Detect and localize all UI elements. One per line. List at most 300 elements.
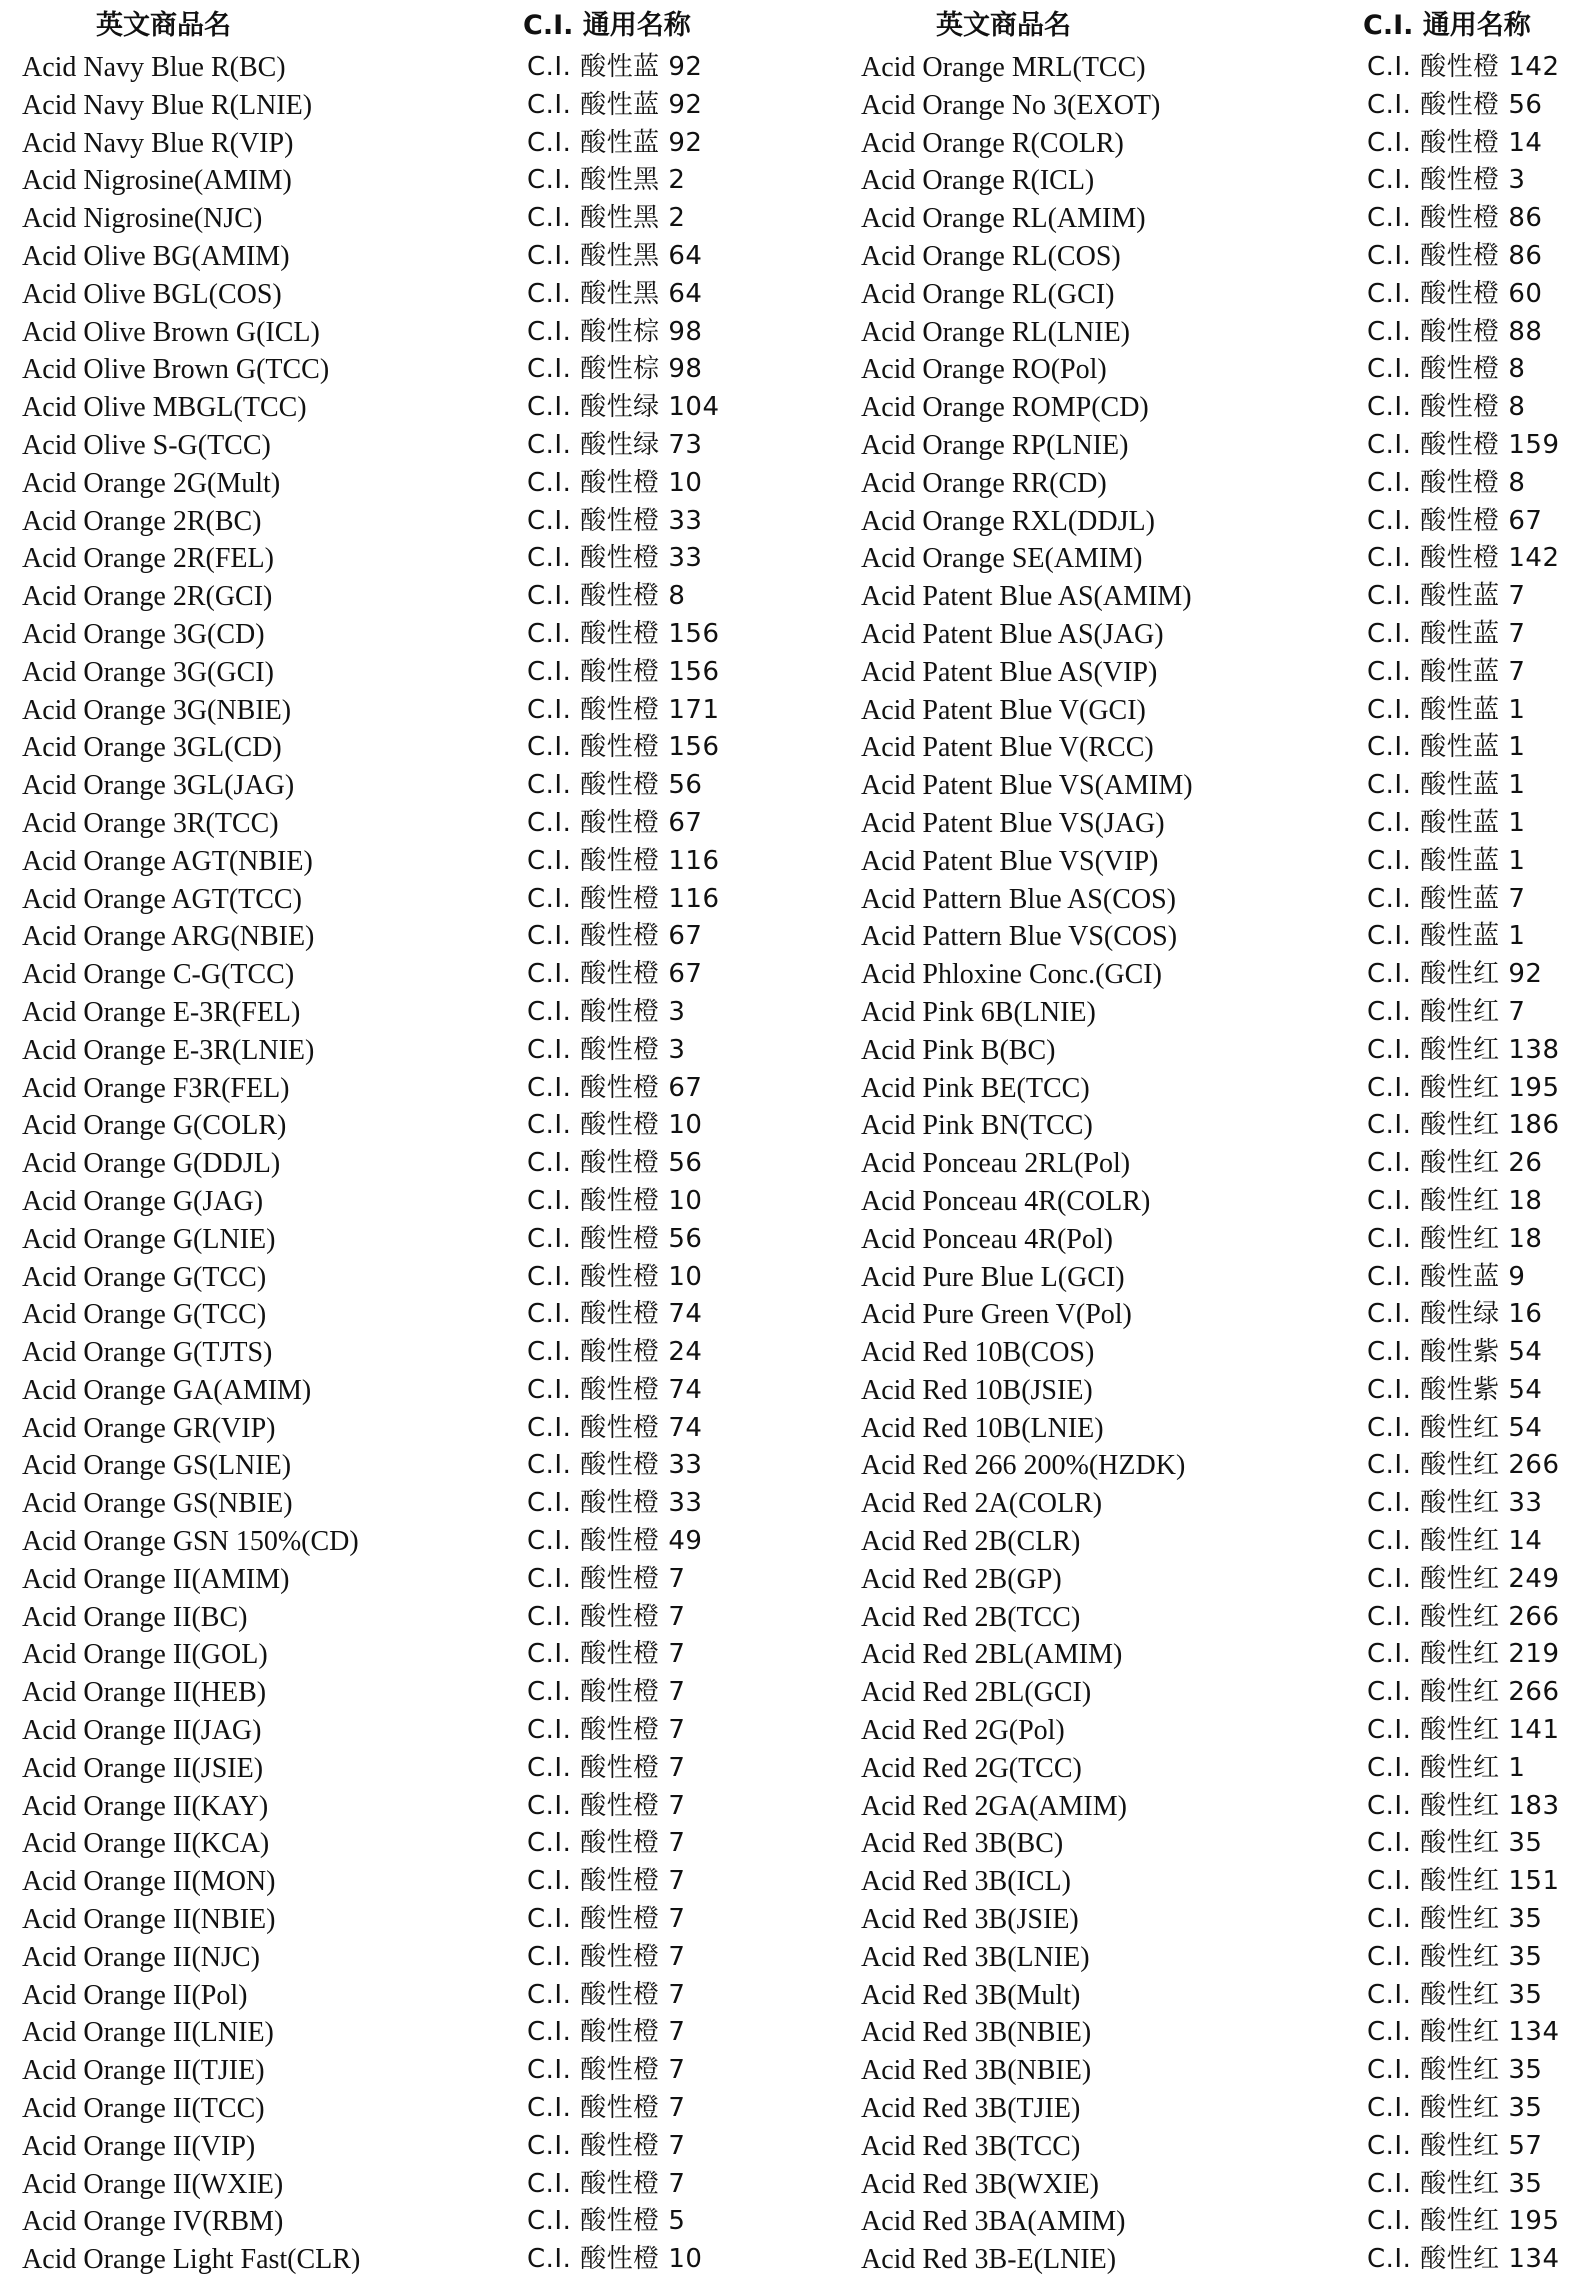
trade-name-cell: Acid Orange RO(Pol) (861, 354, 1107, 386)
ci-name-cell: C.I. 酸性红 35 (1367, 2055, 1543, 2086)
trade-name-cell: Acid Red 3B(NBIE) (861, 2017, 1092, 2049)
trade-name-cell: Acid Patent Blue AS(JAG) (861, 618, 1164, 650)
ci-name-cell: C.I. 酸性橙 67 (527, 807, 703, 838)
ci-name-cell: C.I. 酸性红 7 (1367, 996, 1526, 1027)
right-table-row (861, 1259, 1581, 1297)
left-table-row (22, 125, 782, 163)
trade-name-cell: Acid Olive S-G(TCC) (22, 429, 271, 461)
right-table-row (861, 1183, 1581, 1221)
right-table-row (861, 1145, 1581, 1183)
right-table-row (861, 918, 1581, 956)
ci-name-cell: C.I. 酸性蓝 1 (1367, 770, 1526, 801)
ci-name-cell: C.I. 酸性橙 7 (527, 2017, 686, 2048)
right-table-row (861, 2052, 1581, 2090)
ci-name-cell: C.I. 酸性红 266 (1367, 1601, 1560, 1632)
right-table-row (861, 1107, 1581, 1145)
right-table-row (861, 729, 1581, 767)
left-table-row (22, 200, 782, 238)
trade-name-cell: Acid Red 2BL(AMIM) (861, 1639, 1123, 1671)
left-table-row (22, 918, 782, 956)
ci-name-cell: C.I. 酸性橙 49 (527, 1526, 703, 1557)
right-table-row (861, 276, 1581, 314)
trade-name-cell: Acid Orange RP(LNIE) (861, 429, 1129, 461)
ci-name-cell: C.I. 酸性黑 2 (527, 203, 686, 234)
ci-name-cell: C.I. 酸性棕 98 (527, 316, 703, 347)
ci-name-cell: C.I. 酸性红 35 (1367, 2093, 1543, 2124)
trade-name-cell: Acid Orange II(VIP) (22, 2130, 256, 2162)
ci-name-cell: C.I. 酸性橙 33 (527, 1450, 703, 1481)
left-table-row (22, 87, 782, 125)
trade-name-cell: Acid Orange No 3(EXOT) (861, 89, 1161, 121)
left-table-row (22, 1636, 782, 1674)
ci-name-cell: C.I. 酸性橙 7 (527, 2093, 686, 2124)
ci-name-cell: C.I. 酸性红 26 (1367, 1148, 1543, 1179)
right-table-row (861, 1523, 1581, 1561)
trade-name-cell: Acid Orange E-3R(LNIE) (22, 1034, 315, 1066)
trade-name-cell: Acid Orange II(JSIE) (22, 1752, 264, 1784)
left-table-row (22, 1825, 782, 1863)
trade-name-cell: Acid Red 3B(Mult) (861, 1979, 1081, 2011)
trade-name-cell: Acid Orange RXL(DDJL) (861, 505, 1155, 537)
trade-name-cell: Acid Navy Blue R(LNIE) (22, 89, 313, 121)
trade-name-cell: Acid Olive Brown G(TCC) (22, 354, 330, 386)
right-table-row (861, 1070, 1581, 1108)
trade-name-cell: Acid Orange 2G(Mult) (22, 467, 281, 499)
ci-name-cell: C.I. 酸性橙 116 (527, 883, 720, 914)
trade-name-cell: Acid Orange GSN 150%(CD) (22, 1526, 359, 1558)
trade-name-cell: Acid Pure Green V(Pol) (861, 1299, 1132, 1331)
left-table-row (22, 2128, 782, 2166)
trade-name-cell: Acid Olive MBGL(TCC) (22, 392, 307, 424)
trade-name-cell: Acid Patent Blue VS(VIP) (861, 845, 1159, 877)
ci-name-cell: C.I. 酸性橙 7 (527, 1677, 686, 1708)
ci-name-cell: C.I. 酸性橙 10 (527, 1261, 703, 1292)
ci-name-cell: C.I. 酸性蓝 7 (1367, 656, 1526, 687)
ci-name-cell: C.I. 酸性橙 56 (1367, 89, 1543, 120)
trade-name-cell: Acid Orange ROMP(CD) (861, 392, 1149, 424)
right-table-row (861, 578, 1581, 616)
left-table-row (22, 692, 782, 730)
left-table-row (22, 994, 782, 1032)
ci-name-cell: C.I. 酸性橙 14 (1367, 127, 1543, 158)
trade-name-cell: Acid Orange G(JAG) (22, 1185, 264, 1217)
trade-name-cell: Acid Olive Brown G(ICL) (22, 316, 320, 348)
trade-name-cell: Acid Orange GS(NBIE) (22, 1488, 293, 1520)
left-table-row (22, 1145, 782, 1183)
right-table-row (861, 692, 1581, 730)
ci-name-cell: C.I. 酸性橙 7 (527, 1601, 686, 1632)
ci-name-cell: C.I. 酸性橙 7 (527, 1563, 686, 1594)
ci-name-cell: C.I. 酸性橙 7 (527, 1639, 686, 1670)
trade-name-cell: Acid Pink B(BC) (861, 1034, 1056, 1066)
ci-name-cell: C.I. 酸性红 186 (1367, 1110, 1560, 1141)
ci-name-cell: C.I. 酸性橙 33 (527, 505, 703, 536)
trade-name-cell: Acid Navy Blue R(BC) (22, 52, 286, 83)
right-table-row (861, 1636, 1581, 1674)
left-table-row (22, 1070, 782, 1108)
trade-name-cell: Acid Red 2GA(AMIM) (861, 1790, 1127, 1822)
left-table-row (22, 465, 782, 503)
ci-name-cell: C.I. 酸性橙 86 (1367, 240, 1543, 271)
trade-name-cell: Acid Orange RL(COS) (861, 240, 1121, 272)
trade-name-cell: Acid Pink 6B(LNIE) (861, 996, 1096, 1028)
ci-name-cell: C.I. 酸性绿 104 (527, 392, 720, 423)
ci-name-cell: C.I. 酸性橙 10 (527, 1185, 703, 1216)
left-table-row (22, 503, 782, 541)
ci-name-cell: C.I. 酸性蓝 92 (527, 127, 703, 158)
trade-name-cell: Acid Orange 3R(TCC) (22, 807, 279, 839)
trade-name-cell: Acid Orange II(KCA) (22, 1828, 270, 1860)
right-table-row (861, 2128, 1581, 2166)
trade-name-cell: Acid Orange MRL(TCC) (861, 52, 1146, 83)
right-table-row (861, 1447, 1581, 1485)
trade-name-cell: Acid Orange 3GL(JAG) (22, 770, 295, 802)
trade-name-cell: Acid Red 266 200%(HZDK) (861, 1450, 1186, 1482)
right-table-row (861, 1221, 1581, 1259)
left-table-row (22, 1750, 782, 1788)
ci-name-cell: C.I. 酸性橙 156 (527, 656, 720, 687)
ci-name-cell: C.I. 酸性橙 67 (527, 921, 703, 952)
ci-name-cell: C.I. 酸性橙 7 (527, 2168, 686, 2199)
trade-name-cell: Acid Red 3B(ICL) (861, 1866, 1071, 1898)
trade-name-cell: Acid Nigrosine(NJC) (22, 203, 263, 235)
left-table-row (22, 1410, 782, 1448)
right-table-row (861, 389, 1581, 427)
ci-name-cell: C.I. 酸性蓝 1 (1367, 845, 1526, 876)
ci-name-cell: C.I. 酸性蓝 9 (1367, 1261, 1526, 1292)
left-table-row (22, 49, 782, 87)
ci-name-cell: C.I. 酸性橙 7 (527, 2055, 686, 2086)
ci-name-cell: C.I. 酸性红 183 (1367, 1790, 1560, 1821)
right-table-row (861, 1825, 1581, 1863)
left-name-header: 英文商品名 (96, 10, 231, 41)
trade-name-cell: Acid Red 3B(JSIE) (861, 1904, 1079, 1936)
ci-name-cell: C.I. 酸性红 138 (1367, 1034, 1560, 1065)
right-table-row (861, 1712, 1581, 1750)
trade-name-cell: Acid Orange II(WXIE) (22, 2168, 284, 2200)
left-table-row (22, 238, 782, 276)
trade-name-cell: Acid Orange 3G(NBIE) (22, 694, 292, 726)
ci-name-cell: C.I. 酸性红 1 (1367, 1752, 1526, 1783)
ci-name-cell: C.I. 酸性橙 3 (527, 996, 686, 1027)
right-table-row (861, 465, 1581, 503)
left-ci-header: C.I. 通用名称 (523, 10, 691, 41)
trade-name-cell: Acid Red 2BL(GCI) (861, 1677, 1092, 1709)
left-table-row (22, 1599, 782, 1637)
ci-name-cell: C.I. 酸性蓝 7 (1367, 618, 1526, 649)
right-table-row (861, 767, 1581, 805)
trade-name-cell: Acid Ponceau 2RL(Pol) (861, 1148, 1131, 1180)
trade-name-cell: Acid Orange 3G(GCI) (22, 656, 274, 688)
trade-name-cell: Acid Red 3B-E(LNIE) (861, 2244, 1117, 2276)
trade-name-cell: Acid Red 3B(NBIE) (861, 2055, 1092, 2087)
right-column-table (861, 49, 1581, 2279)
ci-name-cell: C.I. 酸性橙 10 (527, 467, 703, 498)
trade-name-cell: Acid Orange II(NBIE) (22, 1904, 276, 1936)
trade-name-cell: Acid Red 3BA(AMIM) (861, 2206, 1126, 2238)
ci-name-cell: C.I. 酸性橙 33 (527, 1488, 703, 1519)
trade-name-cell: Acid Orange RL(LNIE) (861, 316, 1131, 348)
trade-name-cell: Acid Red 3B(TJIE) (861, 2093, 1081, 2125)
ci-name-cell: C.I. 酸性棕 98 (527, 354, 703, 385)
right-table-row (861, 2014, 1581, 2052)
right-table-row (861, 2241, 1581, 2279)
trade-name-cell: Acid Orange II(NJC) (22, 1941, 260, 1973)
right-table-row (861, 654, 1581, 692)
ci-name-cell: C.I. 酸性橙 56 (527, 770, 703, 801)
left-table-row (22, 2241, 782, 2279)
right-table-row (861, 994, 1581, 1032)
trade-name-cell: Acid Orange GR(VIP) (22, 1412, 276, 1444)
right-table-row (861, 2203, 1581, 2241)
trade-name-cell: Acid Orange II(GOL) (22, 1639, 268, 1671)
ci-name-cell: C.I. 酸性蓝 92 (527, 89, 703, 120)
trade-name-cell: Acid Orange AGT(NBIE) (22, 845, 313, 877)
left-table-row (22, 2090, 782, 2128)
ci-name-cell: C.I. 酸性橙 8 (527, 581, 686, 612)
left-table-row (22, 578, 782, 616)
trade-name-cell: Acid Orange G(COLR) (22, 1110, 287, 1142)
trade-name-cell: Acid Pattern Blue VS(COS) (861, 921, 1178, 953)
right-table-row (861, 125, 1581, 163)
trade-name-cell: Acid Orange SE(AMIM) (861, 543, 1143, 575)
right-table-row (861, 1410, 1581, 1448)
left-table-row (22, 1447, 782, 1485)
right-table-row (861, 162, 1581, 200)
left-table-row (22, 1259, 782, 1297)
left-table-row (22, 1788, 782, 1826)
left-table-row (22, 1523, 782, 1561)
trade-name-cell: Acid Pink BN(TCC) (861, 1110, 1093, 1142)
ci-name-cell: C.I. 酸性红 33 (1367, 1488, 1543, 1519)
right-table-row (861, 881, 1581, 919)
left-table-row (22, 1901, 782, 1939)
right-table-row (861, 1674, 1581, 1712)
ci-name-cell: C.I. 酸性黑 2 (527, 165, 686, 196)
trade-name-cell: Acid Orange II(BC) (22, 1601, 248, 1633)
left-table-row (22, 2052, 782, 2090)
ci-name-cell: C.I. 酸性红 266 (1367, 1450, 1560, 1481)
trade-name-cell: Acid Orange II(TJIE) (22, 2055, 265, 2087)
ci-name-cell: C.I. 酸性橙 7 (527, 1866, 686, 1897)
ci-name-cell: C.I. 酸性橙 8 (1367, 354, 1526, 385)
trade-name-cell: Acid Orange 2R(FEL) (22, 543, 274, 575)
trade-name-cell: Acid Orange ARG(NBIE) (22, 921, 315, 953)
ci-name-cell: C.I. 酸性橙 74 (527, 1412, 703, 1443)
left-table-row (22, 314, 782, 352)
left-table-row (22, 729, 782, 767)
ci-name-cell: C.I. 酸性蓝 1 (1367, 694, 1526, 725)
trade-name-cell: Acid Orange 2R(GCI) (22, 581, 273, 613)
ci-name-cell: C.I. 酸性蓝 1 (1367, 807, 1526, 838)
ci-name-cell: C.I. 酸性红 151 (1367, 1866, 1560, 1897)
ci-name-cell: C.I. 酸性橙 74 (527, 1374, 703, 1405)
left-table-row (22, 2203, 782, 2241)
left-table-row (22, 1372, 782, 1410)
trade-name-cell: Acid Patent Blue VS(AMIM) (861, 770, 1193, 802)
left-table-row (22, 616, 782, 654)
ci-name-cell: C.I. 酸性黑 64 (527, 240, 703, 271)
left-table-row (22, 540, 782, 578)
trade-name-cell: Acid Red 2A(COLR) (861, 1488, 1103, 1520)
trade-name-cell: Acid Phloxine Conc.(GCI) (861, 959, 1162, 991)
trade-name-cell: Acid Orange IV(RBM) (22, 2206, 284, 2238)
left-table-row (22, 1561, 782, 1599)
ci-name-cell: C.I. 酸性红 35 (1367, 2168, 1543, 2199)
ci-name-cell: C.I. 酸性红 35 (1367, 1979, 1543, 2010)
trade-name-cell: Acid Red 2B(TCC) (861, 1601, 1081, 1633)
ci-name-cell: C.I. 酸性红 35 (1367, 1941, 1543, 1972)
trade-name-cell: Acid Pink BE(TCC) (861, 1072, 1090, 1104)
trade-name-cell: Acid Patent Blue V(GCI) (861, 694, 1146, 726)
right-table-row (861, 1599, 1581, 1637)
right-table-row (861, 503, 1581, 541)
left-table-row (22, 389, 782, 427)
ci-name-cell: C.I. 酸性橙 7 (527, 1715, 686, 1746)
left-table-row (22, 767, 782, 805)
ci-name-cell: C.I. 酸性橙 3 (1367, 165, 1526, 196)
trade-name-cell: Acid Olive BGL(COS) (22, 278, 282, 310)
trade-name-cell: Acid Orange AGT(TCC) (22, 883, 302, 915)
ci-name-cell: C.I. 酸性蓝 1 (1367, 921, 1526, 952)
ci-name-cell: C.I. 酸性红 57 (1367, 2130, 1543, 2161)
trade-name-cell: Acid Red 2G(Pol) (861, 1715, 1065, 1747)
left-table-row (22, 1977, 782, 2015)
ci-name-cell: C.I. 酸性橙 86 (1367, 203, 1543, 234)
trade-name-cell: Acid Red 10B(LNIE) (861, 1412, 1104, 1444)
right-table-row (861, 1788, 1581, 1826)
ci-name-cell: C.I. 酸性红 92 (1367, 959, 1543, 990)
trade-name-cell: Acid Red 3B(TCC) (861, 2130, 1081, 2162)
ci-name-cell: C.I. 酸性红 195 (1367, 1072, 1560, 1103)
ci-name-cell: C.I. 酸性橙 3 (527, 1034, 686, 1065)
trade-name-cell: Acid Orange II(HEB) (22, 1677, 267, 1709)
right-table-row (861, 427, 1581, 465)
right-table-row (861, 1750, 1581, 1788)
trade-name-cell: Acid Red 10B(JSIE) (861, 1374, 1093, 1406)
ci-name-cell: C.I. 酸性橙 7 (527, 1979, 686, 2010)
ci-name-cell: C.I. 酸性红 141 (1367, 1715, 1560, 1746)
ci-name-cell: C.I. 酸性蓝 7 (1367, 581, 1526, 612)
trade-name-cell: Acid Orange C-G(TCC) (22, 959, 295, 991)
ci-name-cell: C.I. 酸性橙 56 (527, 1223, 703, 1254)
trade-name-cell: Acid Orange R(ICL) (861, 165, 1095, 197)
ci-name-cell: C.I. 酸性橙 74 (527, 1299, 703, 1330)
ci-name-cell: C.I. 酸性橙 88 (1367, 316, 1543, 347)
right-table-row (861, 1863, 1581, 1901)
ci-name-cell: C.I. 酸性橙 67 (1367, 505, 1543, 536)
ci-name-cell: C.I. 酸性红 266 (1367, 1677, 1560, 1708)
trade-name-cell: Acid Pattern Blue AS(COS) (861, 883, 1176, 915)
trade-name-cell: Acid Orange R(COLR) (861, 127, 1124, 159)
trade-name-cell: Acid Red 10B(COS) (861, 1337, 1095, 1369)
trade-name-cell: Acid Red 3B(LNIE) (861, 1941, 1090, 1973)
trade-name-cell: Acid Red 2G(TCC) (861, 1752, 1082, 1784)
right-table-row (861, 540, 1581, 578)
ci-name-cell: C.I. 酸性橙 24 (527, 1337, 703, 1368)
trade-name-cell: Acid Orange G(TCC) (22, 1299, 267, 1331)
right-table-row (861, 1939, 1581, 1977)
trade-name-cell: Acid Orange II(Pol) (22, 1979, 248, 2011)
ci-name-cell: C.I. 酸性橙 156 (527, 618, 720, 649)
trade-name-cell: Acid Patent Blue AS(AMIM) (861, 581, 1192, 613)
trade-name-cell: Acid Navy Blue R(VIP) (22, 127, 294, 159)
right-table-row (861, 200, 1581, 238)
right-table-row (861, 49, 1581, 87)
left-table-row (22, 654, 782, 692)
left-table-row (22, 1107, 782, 1145)
ci-name-cell: C.I. 酸性橙 5 (527, 2206, 686, 2237)
right-table-row (861, 616, 1581, 654)
ci-name-cell: C.I. 酸性橙 67 (527, 1072, 703, 1103)
left-table-row (22, 427, 782, 465)
trade-name-cell: Acid Orange II(TCC) (22, 2093, 265, 2125)
trade-name-cell: Acid Orange F3R(FEL) (22, 1072, 290, 1104)
left-table-row (22, 351, 782, 389)
trade-name-cell: Acid Orange 3GL(CD) (22, 732, 282, 764)
trade-name-cell: Acid Orange Light Fast(CLR) (22, 2244, 361, 2276)
right-table-row (861, 1901, 1581, 1939)
left-table-row (22, 2166, 782, 2204)
ci-name-cell: C.I. 酸性橙 142 (1367, 543, 1560, 574)
left-table-row (22, 881, 782, 919)
right-table-row (861, 1977, 1581, 2015)
ci-name-cell: C.I. 酸性橙 142 (1367, 52, 1560, 82)
right-table-row (861, 843, 1581, 881)
ci-name-cell: C.I. 酸性红 18 (1367, 1223, 1543, 1254)
ci-name-cell: C.I. 酸性橙 33 (527, 543, 703, 574)
left-table-row (22, 276, 782, 314)
ci-name-cell: C.I. 酸性橙 116 (527, 845, 720, 876)
right-table-row (861, 2166, 1581, 2204)
ci-name-cell: C.I. 酸性橙 10 (527, 2244, 703, 2275)
ci-name-cell: C.I. 酸性橙 8 (1367, 392, 1526, 423)
ci-name-cell: C.I. 酸性橙 56 (527, 1148, 703, 1179)
left-table-row (22, 956, 782, 994)
ci-name-cell: C.I. 酸性紫 54 (1367, 1337, 1543, 1368)
ci-name-cell: C.I. 酸性橙 7 (527, 2130, 686, 2161)
trade-name-cell: Acid Orange II(AMIM) (22, 1563, 290, 1595)
right-table-row (861, 238, 1581, 276)
left-table-row (22, 162, 782, 200)
trade-name-cell: Acid Nigrosine(AMIM) (22, 165, 292, 197)
ci-name-cell: C.I. 酸性橙 171 (527, 694, 720, 725)
right-table-row (861, 956, 1581, 994)
trade-name-cell: Acid Red 2B(GP) (861, 1563, 1062, 1595)
left-table-row (22, 805, 782, 843)
ci-name-cell: C.I. 酸性蓝 7 (1367, 883, 1526, 914)
trade-name-cell: Acid Orange RL(AMIM) (861, 203, 1146, 235)
trade-name-cell: Acid Orange G(DDJL) (22, 1148, 281, 1180)
ci-name-cell: C.I. 酸性红 249 (1367, 1563, 1560, 1594)
ci-name-cell: C.I. 酸性橙 159 (1367, 429, 1560, 460)
left-table-row (22, 1296, 782, 1334)
trade-name-cell: Acid Orange RL(GCI) (861, 278, 1115, 310)
trade-name-cell: Acid Orange G(TCC) (22, 1261, 267, 1293)
ci-name-cell: C.I. 酸性红 35 (1367, 1904, 1543, 1935)
right-table-row (861, 1296, 1581, 1334)
right-table-row (861, 805, 1581, 843)
right-table-row (861, 1032, 1581, 1070)
ci-name-cell: C.I. 酸性黑 64 (527, 278, 703, 309)
left-column-table (22, 49, 782, 2279)
left-table-row (22, 1674, 782, 1712)
ci-name-cell: C.I. 酸性橙 67 (527, 959, 703, 990)
ci-name-cell: C.I. 酸性紫 54 (1367, 1374, 1543, 1405)
right-table-row (861, 314, 1581, 352)
ci-name-cell: C.I. 酸性橙 60 (1367, 278, 1543, 309)
trade-name-cell: Acid Pure Blue L(GCI) (861, 1261, 1125, 1293)
